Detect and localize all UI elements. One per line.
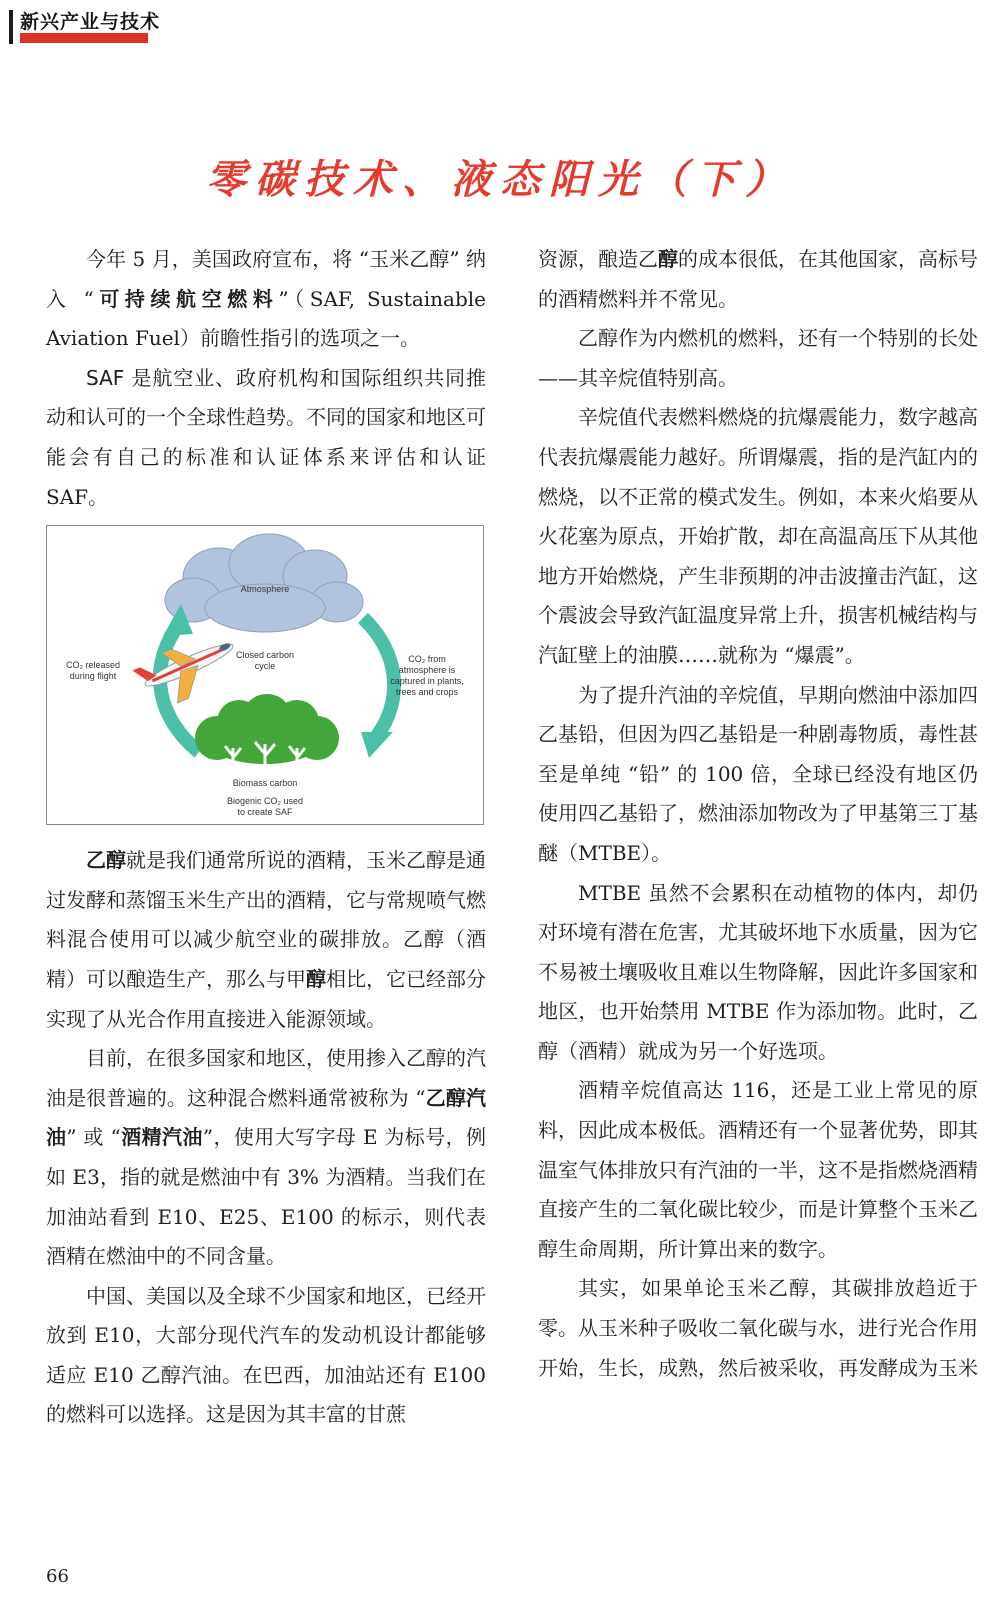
paragraph: 辛烷值代表燃料燃烧的抗爆震能力，数字越高代表抗爆震能力越好。所谓爆震，指的是汽缸内的燃烧，以不正常的模式发生。例如，本来火焰要从火花塞为原点，开始扩散，却在高温高压下从其他地方开始燃烧，产生非预期的冲击波撞击汽缸，这个震波会导致汽缸温度异常上升，损害机械结构与汽缸壁上的油膜……就称为 “爆震”。 xyxy=(538,405,978,667)
carbon-cycle-figure xyxy=(46,525,484,825)
biogenic-label: Biogenic CO₂ used to create SAF xyxy=(226,796,304,818)
bold-term: 乙醇汽油 xyxy=(46,1085,486,1150)
biomass-label: Biomass carbon xyxy=(232,778,298,789)
cloud-shape xyxy=(165,534,363,632)
closed-cycle-label: Closed carbon cycle xyxy=(235,650,295,672)
paragraph: 其实，如果单论玉米乙醇，其碳排放趋近于零。从玉米种子吸收二氧化碳与水，进行光合作用开始，生长，成熟，然后被采收，再发酵成为玉米 xyxy=(538,1276,978,1380)
text: ” 或 “ xyxy=(66,1125,121,1150)
paragraph xyxy=(46,1039,486,1277)
left-column xyxy=(46,240,486,1435)
paragraph xyxy=(46,359,486,517)
paragraph: 中国、美国以及全球不少国家和地区，已经开放到 E10，大部分现代汽车的发动机设计都能够适应 E10 乙醇汽油。在巴西，加油站还有 E100 的燃料可以选择。这是因为其丰富的甘蔗 xyxy=(46,1283,486,1427)
paragraph xyxy=(46,240,486,359)
section-header xyxy=(0,0,160,48)
paragraph: 乙醇作为内燃机的燃料，还有一个特别的长处——其辛烷值特别高。 xyxy=(538,326,978,390)
text: ”（SAF, Sustainable Aviation Fuel）前瞻性指引的选项之一。 xyxy=(46,286,486,351)
section-label: 新兴产业与技术 xyxy=(20,11,161,33)
text: ”，使用大写字母 E 为标号，例如 E3，指的就是燃油中有 3% 为酒精。当我们在加油站看到 E10、E25、E100 的标示，则代表酒精在燃油中的不同含量。 xyxy=(46,1125,487,1269)
bold-term: 酒精汽油 xyxy=(120,1125,203,1150)
bold-term: 乙醇 xyxy=(86,848,126,873)
text: 今年 5 月，美国政府宣布，将 “玉米乙醇” 纳入 “ xyxy=(46,247,486,311)
paragraph: MTBE 虽然不会累积在动植物的体内，却仍对环境有潜在危害，尤其破坏地下水质量，因为它不易被土壤吸收且难以生物降解，因此许多国家和地区，也开始禁用 MTBE 作为添加物。此时，乙醇（酒精）就成为另一个好选项。 xyxy=(538,880,978,1063)
atmosphere-label: Atmosphere xyxy=(240,584,290,595)
page-number: 66 xyxy=(46,1566,69,1587)
bold-term: SAF xyxy=(86,365,125,390)
article-title: 零碳技术、液态阳光（下） xyxy=(206,157,794,203)
header-bar xyxy=(9,10,13,44)
paragraph: 为了提升汽油的辛烷值，早期向燃油中添加四乙基铅，但因为四乙基铅是一种剧毒物质，毒性甚至是单纯 “铅” 的 100 倍，全球已经没有地区仍使用四乙基铅了，燃油添加物改为了甲基第三丁基醚（MTBE）。 xyxy=(538,682,978,865)
text: 目前，在很多国家和地区，使用掺入乙醇的汽油是很普遍的。这种混合燃料通常被称为 “ xyxy=(46,1046,486,1110)
bold-term: 可持续航空燃料 xyxy=(93,286,279,311)
bold-term: 醇 xyxy=(306,966,326,991)
text: 就是我们通常所说的酒精，玉米乙醇是通过发酵和蒸馏玉米生产出的酒精，它与常规喷气燃料混合使用可以减少航空业的碳排放。乙醇（酒精）可以酿造生产，那么与甲 xyxy=(46,848,486,991)
text: 是航空业、政府机构和国际组织共同推动和认可的一个全球性趋势。不同的国家和地区可能会有自己的标准和认证体系来评估和认证 SAF。 xyxy=(46,365,486,509)
arrow-head-right xyxy=(361,732,393,758)
paragraph xyxy=(538,240,978,319)
paragraph: 酒精辛烷值高达 116，还是工业上常见的原料，因此成本极低。酒精还有一个显著优势，即其温室气体排放只有汽油的一半，这不是指燃烧酒精直接产生的二氧化碳比较少，而是计算整个玉米乙醇生命周期，所计算出来的数字。 xyxy=(538,1078,978,1261)
captured-label: CO₂ from atmosphere is captured in plants, trees and crops xyxy=(390,654,464,698)
released-label: CO₂ released during flight xyxy=(65,660,121,682)
header-underline xyxy=(20,33,148,43)
right-column xyxy=(538,240,978,1388)
text: 资源，酿造乙 xyxy=(538,247,658,271)
paragraph xyxy=(46,841,486,1039)
text: 的成本很低，在其他国家，高标号的酒精燃料并不常见。 xyxy=(538,247,978,311)
text: 相比，它已经部分实现了从光合作用直接进入能源领域。 xyxy=(46,966,486,1031)
bold-term: 醇 xyxy=(658,247,678,271)
